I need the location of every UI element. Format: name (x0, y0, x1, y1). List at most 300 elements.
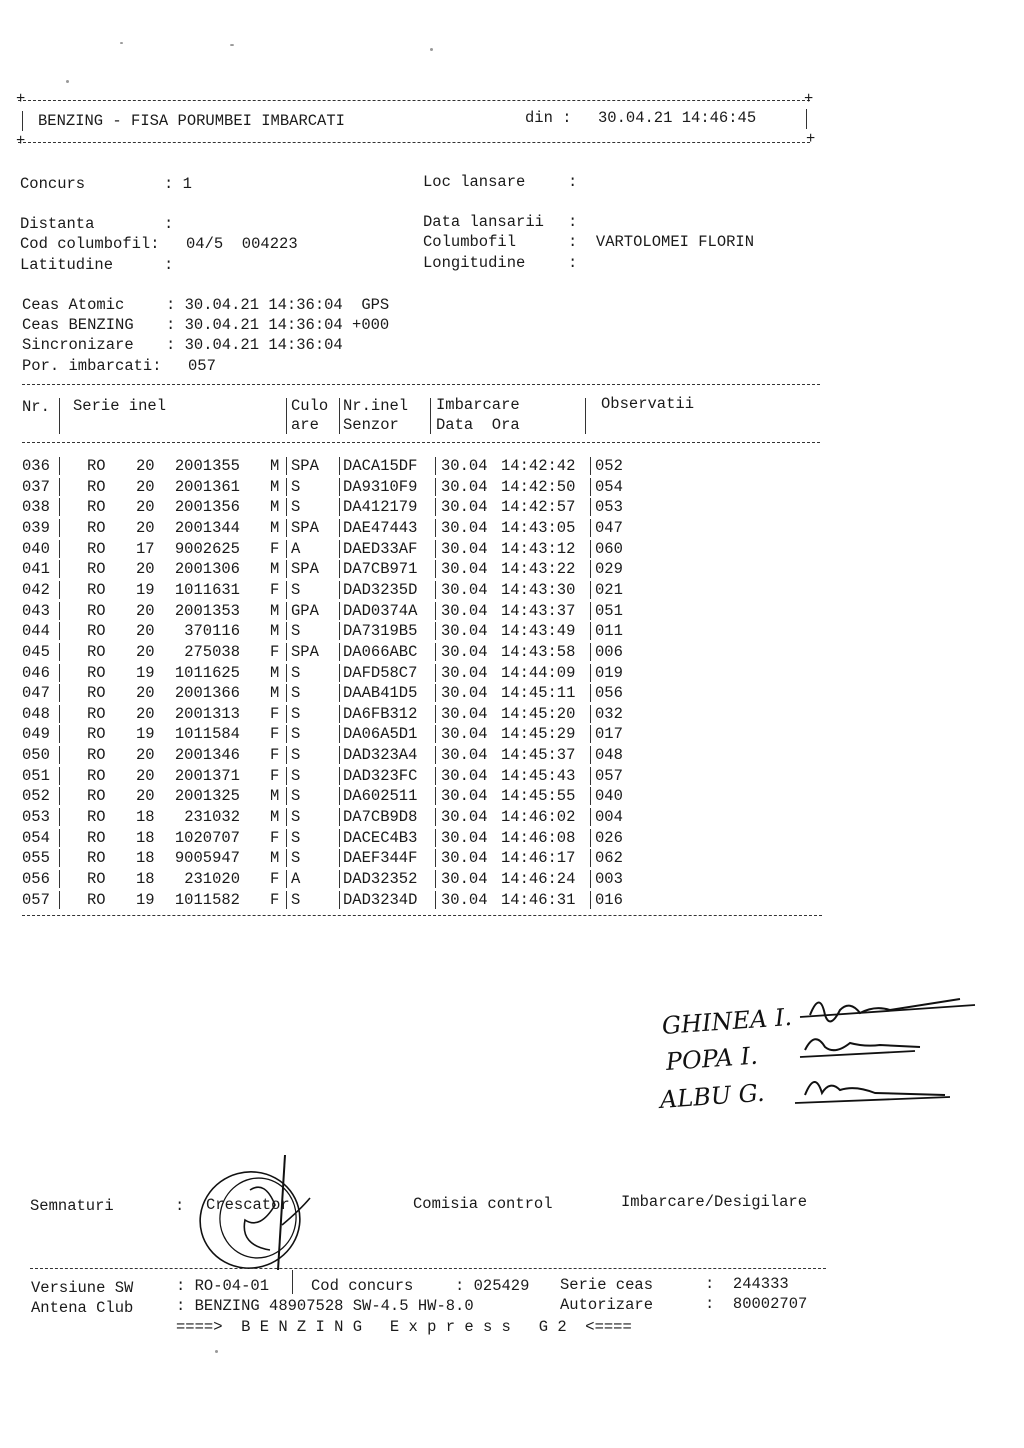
cell-culoare: GPA (291, 601, 319, 620)
cell-observatii: 040 (595, 787, 623, 806)
cell-an: 20 (136, 601, 155, 620)
cell-sex: M (270, 808, 280, 827)
cell-divider (435, 725, 436, 743)
cell-data: 30.04 (441, 704, 488, 723)
scan-speck (215, 1350, 218, 1353)
cell-divider (435, 891, 436, 909)
cell-inel: 2001366 (174, 684, 240, 703)
table-row (0, 539, 1024, 562)
cell-divider (590, 581, 591, 599)
versiune-sw-value: : RO-04-01 (176, 1277, 270, 1295)
cell-senzor: DAAB41D5 (343, 684, 418, 703)
cell-culoare: SPA (291, 642, 319, 661)
longitudine-label: Longitudine (423, 254, 526, 272)
footer-top-border (30, 1268, 826, 1269)
cell-senzor: DAED33AF (343, 539, 418, 558)
cell-nr: 041 (22, 560, 50, 579)
cell-sex: F (270, 704, 280, 723)
col-header-imbarcare: Imbarcare (436, 396, 520, 414)
cell-divider (339, 891, 340, 909)
cell-ora: 14:46:08 (501, 828, 576, 847)
cell-divider (435, 581, 436, 599)
cell-an: 19 (136, 580, 155, 599)
cell-an: 20 (136, 622, 155, 641)
cell-divider (286, 725, 287, 743)
por-imbarcati-label: Por. imbarcati: (22, 357, 162, 375)
cell-senzor: DA066ABC (343, 642, 418, 661)
cell-observatii: 052 (595, 457, 623, 475)
cell-observatii: 006 (595, 642, 623, 661)
signatures-colon: : (175, 1197, 185, 1215)
cell-culoare: S (291, 808, 301, 827)
table-header-divider (286, 398, 287, 434)
cell-divider (59, 581, 60, 599)
cell-sex: M (270, 849, 280, 868)
header-left-border (22, 111, 23, 131)
cell-senzor: DA7CB9D8 (343, 808, 418, 827)
cell-divider (435, 560, 436, 578)
document-title: BENZING - FISA PORUMBEI IMBARCATI (38, 112, 345, 130)
cell-an: 18 (136, 849, 155, 868)
cell-senzor: DA06A5D1 (343, 725, 418, 744)
cell-nr: 046 (22, 663, 50, 682)
cell-senzor: DAD3235D (343, 580, 418, 599)
cell-ora: 14:46:02 (501, 808, 576, 827)
cell-culoare: S (291, 684, 301, 703)
cell-observatii: 019 (595, 663, 623, 682)
cell-tara: RO (87, 725, 106, 744)
cell-observatii: 004 (595, 808, 623, 827)
data-lansarii-value: : (568, 213, 578, 231)
cell-divider (286, 622, 287, 640)
cell-divider (59, 767, 60, 785)
header-print-date: 30.04.21 14:46:45 (598, 109, 757, 127)
table-row (0, 459, 1024, 479)
table-row (0, 642, 1024, 665)
cell-ora: 14:42:42 (501, 457, 576, 475)
cell-divider (286, 849, 287, 867)
table-row (0, 686, 1024, 706)
cell-senzor: DA6FB312 (343, 704, 418, 723)
table-row (0, 828, 1024, 851)
cell-sex: M (270, 787, 280, 806)
table-header-bottom-border (22, 442, 820, 443)
cell-divider (339, 767, 340, 785)
cell-divider (590, 705, 591, 723)
cell-divider (286, 891, 287, 909)
cell-divider (339, 622, 340, 640)
cell-tara: RO (87, 828, 106, 847)
cell-observatii: 029 (595, 560, 623, 579)
cell-culoare: A (291, 539, 301, 558)
cell-senzor: DAD323FC (343, 766, 418, 785)
cell-divider (59, 870, 60, 888)
cell-observatii: 053 (595, 498, 623, 517)
cell-culoare: S (291, 663, 301, 682)
cell-observatii: 054 (595, 477, 623, 496)
cell-an: 17 (136, 539, 155, 558)
por-imbarcati-value: 057 (188, 357, 216, 375)
cell-ora: 14:45:43 (501, 766, 576, 785)
cell-divider (59, 540, 60, 558)
cell-divider (59, 643, 60, 661)
cell-divider (590, 808, 591, 826)
cell-divider (59, 498, 60, 516)
cell-divider (339, 808, 340, 826)
cell-an: 20 (136, 457, 155, 475)
cell-sex: F (270, 828, 280, 847)
cell-sex: F (270, 890, 280, 909)
cell-senzor: DAD32352 (343, 870, 418, 888)
cell-divider (339, 787, 340, 805)
sincronizare-value: : 30.04.21 14:36:04 (166, 336, 343, 354)
cell-ora: 14:43:58 (501, 642, 576, 661)
cell-divider (339, 457, 340, 475)
cell-observatii: 051 (595, 601, 623, 620)
cell-divider (590, 643, 591, 661)
cell-divider (339, 746, 340, 764)
columbofil-value: : VARTOLOMEI FLORIN (568, 233, 755, 251)
cell-nr: 045 (22, 642, 50, 661)
cell-nr: 036 (22, 457, 50, 475)
handwritten-name: ALBU G. (659, 1078, 766, 1114)
header-right-border (806, 109, 807, 129)
cell-ora: 14:45:11 (501, 684, 576, 703)
cell-senzor: DACA15DF (343, 457, 418, 475)
cell-divider (286, 540, 287, 558)
cell-culoare: S (291, 766, 301, 785)
cell-divider (59, 849, 60, 867)
cell-divider (59, 478, 60, 496)
cell-sex: M (270, 498, 280, 517)
table-bottom-border (22, 915, 822, 916)
cell-inel: 2001355 (174, 457, 240, 475)
table-row (0, 789, 1024, 809)
cell-divider (590, 746, 591, 764)
cell-divider (339, 849, 340, 867)
table-header-divider (59, 398, 60, 434)
cell-divider (339, 725, 340, 743)
table-top-border (22, 384, 820, 385)
cell-nr: 043 (22, 601, 50, 620)
cell-nr: 053 (22, 808, 50, 827)
cell-nr: 042 (22, 580, 50, 599)
cell-divider (286, 684, 287, 702)
cell-an: 19 (136, 663, 155, 682)
cell-senzor: DAD323A4 (343, 746, 418, 765)
cell-tara: RO (87, 890, 106, 909)
cell-divider (286, 560, 287, 578)
cell-culoare: S (291, 725, 301, 744)
cell-sex: M (270, 518, 280, 537)
cell-divider (590, 560, 591, 578)
cell-divider (590, 622, 591, 640)
cell-nr: 057 (22, 890, 50, 909)
header-top-border (18, 100, 810, 101)
cell-an: 20 (136, 498, 155, 517)
table-row (0, 890, 1024, 913)
cell-senzor: DA9310F9 (343, 477, 418, 496)
cell-divider (339, 829, 340, 847)
cell-divider (59, 725, 60, 743)
cell-observatii: 048 (595, 746, 623, 765)
table-row (0, 851, 1024, 871)
cell-divider (339, 581, 340, 599)
cell-divider (59, 457, 60, 475)
cell-culoare: S (291, 498, 301, 517)
cell-divider (286, 808, 287, 826)
cell-divider (339, 870, 340, 888)
cell-ora: 14:46:31 (501, 890, 576, 909)
comisia-control-label: Comisia control (413, 1195, 553, 1213)
cell-divider (59, 684, 60, 702)
cod-columbofil-value: 04/5 004223 (186, 235, 298, 253)
antena-club-label: Antena Club (31, 1299, 134, 1317)
benzing-banner: ====> B E N Z I N G E x p r e s s G 2 <==== (176, 1318, 632, 1336)
cell-ora: 14:42:50 (501, 477, 576, 496)
cell-divider (339, 478, 340, 496)
cell-data: 30.04 (441, 518, 488, 537)
ceas-atomic-label: Ceas Atomic (22, 296, 125, 314)
versiune-sw-label: Versiune SW (31, 1279, 134, 1297)
header-din-label: din : (525, 109, 572, 127)
cell-sex: F (270, 870, 280, 888)
cell-divider (435, 684, 436, 702)
cell-senzor: DACEC4B3 (343, 828, 418, 847)
cell-ora: 14:43:22 (501, 560, 576, 579)
cell-nr: 040 (22, 539, 50, 558)
concurs-label: Concurs (20, 175, 86, 193)
cell-nr: 037 (22, 477, 50, 496)
cell-data: 30.04 (441, 684, 488, 703)
footer-divider (292, 1270, 293, 1294)
cell-divider (435, 643, 436, 661)
cell-divider (59, 891, 60, 909)
cell-inel: 9005947 (174, 849, 240, 868)
cell-divider (590, 787, 591, 805)
cell-divider (339, 519, 340, 537)
cell-nr: 051 (22, 766, 50, 785)
data-lansarii-label: Data lansarii (423, 213, 544, 231)
distanta-value: : (164, 215, 174, 233)
cell-divider (435, 870, 436, 888)
cell-divider (590, 602, 591, 620)
cell-data: 30.04 (441, 601, 488, 620)
cell-culoare: S (291, 849, 301, 868)
cod-concurs-label: Cod concurs (311, 1277, 414, 1295)
cell-nr: 044 (22, 622, 50, 641)
cell-data: 30.04 (441, 725, 488, 744)
cell-divider (590, 891, 591, 909)
concurs-value: : 1 (164, 175, 192, 193)
cell-tara: RO (87, 477, 106, 496)
cell-sex: F (270, 580, 280, 599)
scan-speck (430, 48, 433, 51)
cell-data: 30.04 (441, 539, 488, 558)
cell-culoare: S (291, 622, 301, 641)
cell-divider (286, 705, 287, 723)
cell-divider (286, 787, 287, 805)
cell-sex: F (270, 539, 280, 558)
cell-an: 20 (136, 766, 155, 785)
cell-culoare: S (291, 704, 301, 723)
header-corner: + (806, 130, 816, 148)
cell-divider (286, 829, 287, 847)
cell-inel: 2001353 (174, 601, 240, 620)
cell-sex: M (270, 622, 280, 641)
cell-data: 30.04 (441, 622, 488, 641)
cell-observatii: 057 (595, 766, 623, 785)
cell-sex: F (270, 746, 280, 765)
cell-observatii: 032 (595, 704, 623, 723)
cell-divider (286, 602, 287, 620)
cell-an: 20 (136, 684, 155, 703)
cell-tara: RO (87, 539, 106, 558)
cell-an: 20 (136, 518, 155, 537)
cell-data: 30.04 (441, 560, 488, 579)
cell-senzor: DAD3234D (343, 890, 418, 909)
cell-divider (59, 705, 60, 723)
cell-divider (286, 767, 287, 785)
cell-tara: RO (87, 622, 106, 641)
cell-ora: 14:43:05 (501, 518, 576, 537)
cell-divider (286, 746, 287, 764)
ceas-atomic-value: : 30.04.21 14:36:04 GPS (166, 296, 390, 314)
cell-nr: 048 (22, 704, 50, 723)
cell-inel: 2001306 (174, 560, 240, 579)
cell-divider (590, 498, 591, 516)
cell-data: 30.04 (441, 663, 488, 682)
cell-nr: 039 (22, 518, 50, 537)
cell-divider (339, 560, 340, 578)
table-row (0, 624, 1024, 644)
table-row (0, 663, 1024, 686)
cell-tara: RO (87, 642, 106, 661)
antena-club-value: : BENZING 48907528 SW-4.5 HW-8.0 (176, 1297, 474, 1315)
cell-ora: 14:43:12 (501, 539, 576, 558)
cell-tara: RO (87, 746, 106, 765)
cell-tara: RO (87, 808, 106, 827)
cell-tara: RO (87, 787, 106, 806)
cell-culoare: S (291, 890, 301, 909)
columbofil-label: Columbofil (423, 233, 517, 251)
cell-divider (435, 457, 436, 475)
cell-divider (435, 746, 436, 764)
serie-ceas-value: : 244333 (705, 1275, 789, 1293)
cod-concurs-value: : 025429 (455, 1277, 530, 1295)
ceas-benzing-value: : 30.04.21 14:36:04 +000 (166, 316, 390, 334)
cell-observatii: 021 (595, 580, 623, 599)
cell-divider (590, 519, 591, 537)
cell-nr: 052 (22, 787, 50, 806)
table-row (0, 810, 1024, 830)
cell-divider (590, 849, 591, 867)
cell-an: 20 (136, 477, 155, 496)
header-corner: + (804, 90, 814, 108)
cell-culoare: S (291, 828, 301, 847)
cell-divider (286, 581, 287, 599)
cell-culoare: S (291, 477, 301, 496)
cell-tara: RO (87, 457, 106, 475)
cell-inel: 1011631 (174, 580, 240, 599)
cell-sex: M (270, 477, 280, 496)
cell-nr: 055 (22, 849, 50, 868)
cell-divider (435, 767, 436, 785)
cell-culoare: S (291, 746, 301, 765)
cell-an: 20 (136, 642, 155, 661)
table-header-divider (339, 398, 340, 434)
table-row (0, 872, 1024, 892)
cell-divider (59, 622, 60, 640)
cell-divider (286, 870, 287, 888)
cell-nr: 054 (22, 828, 50, 847)
cell-divider (435, 705, 436, 723)
cell-divider (59, 808, 60, 826)
cell-senzor: DA602511 (343, 787, 418, 806)
cell-senzor: DA7319B5 (343, 622, 418, 641)
crescator-label: Crescator (206, 1196, 290, 1214)
cell-divider (339, 664, 340, 682)
cell-sex: F (270, 642, 280, 661)
col-header-data-ora: Data Ora (436, 416, 520, 434)
cell-tara: RO (87, 560, 106, 579)
col-header-senzor: Senzor (343, 416, 399, 434)
cell-data: 30.04 (441, 580, 488, 599)
cell-observatii: 026 (595, 828, 623, 847)
loc-lansare-value: : (568, 173, 578, 191)
cell-tara: RO (87, 601, 106, 620)
table-row (0, 748, 1024, 768)
table-row (0, 477, 1024, 500)
cell-inel: 1020707 (174, 828, 240, 847)
cell-inel: 2001346 (174, 746, 240, 765)
cell-culoare: A (291, 870, 301, 888)
cell-sex: M (270, 457, 280, 475)
cell-sex: M (270, 560, 280, 579)
cell-data: 30.04 (441, 498, 488, 517)
cell-ora: 14:43:49 (501, 622, 576, 641)
cell-divider (590, 478, 591, 496)
col-header-observatii: Observatii (601, 395, 695, 413)
table-row (0, 580, 1024, 603)
cell-culoare: SPA (291, 457, 319, 475)
cell-divider (339, 705, 340, 723)
handwritten-name: POPA I. (665, 1041, 759, 1076)
cell-ora: 14:45:37 (501, 746, 576, 765)
cell-divider (435, 787, 436, 805)
col-header-culoare: Culo (291, 397, 329, 415)
cell-culoare: S (291, 787, 301, 806)
cell-an: 20 (136, 746, 155, 765)
cell-inel: 231032 (184, 808, 240, 827)
cell-data: 30.04 (441, 477, 488, 496)
cell-tara: RO (87, 498, 106, 517)
cell-divider (590, 684, 591, 702)
table-row (0, 601, 1024, 624)
cell-divider (339, 602, 340, 620)
cell-nr: 047 (22, 684, 50, 703)
cell-senzor: DAD0374A (343, 601, 418, 620)
autorizare-value: : 80002707 (705, 1295, 808, 1313)
table-row (0, 766, 1024, 789)
cell-divider (59, 602, 60, 620)
cell-divider (435, 519, 436, 537)
cell-divider (590, 664, 591, 682)
cell-data: 30.04 (441, 870, 488, 888)
ceas-benzing-label: Ceas BENZING (22, 316, 134, 334)
cell-tara: RO (87, 684, 106, 703)
cell-inel: 2001325 (174, 787, 240, 806)
